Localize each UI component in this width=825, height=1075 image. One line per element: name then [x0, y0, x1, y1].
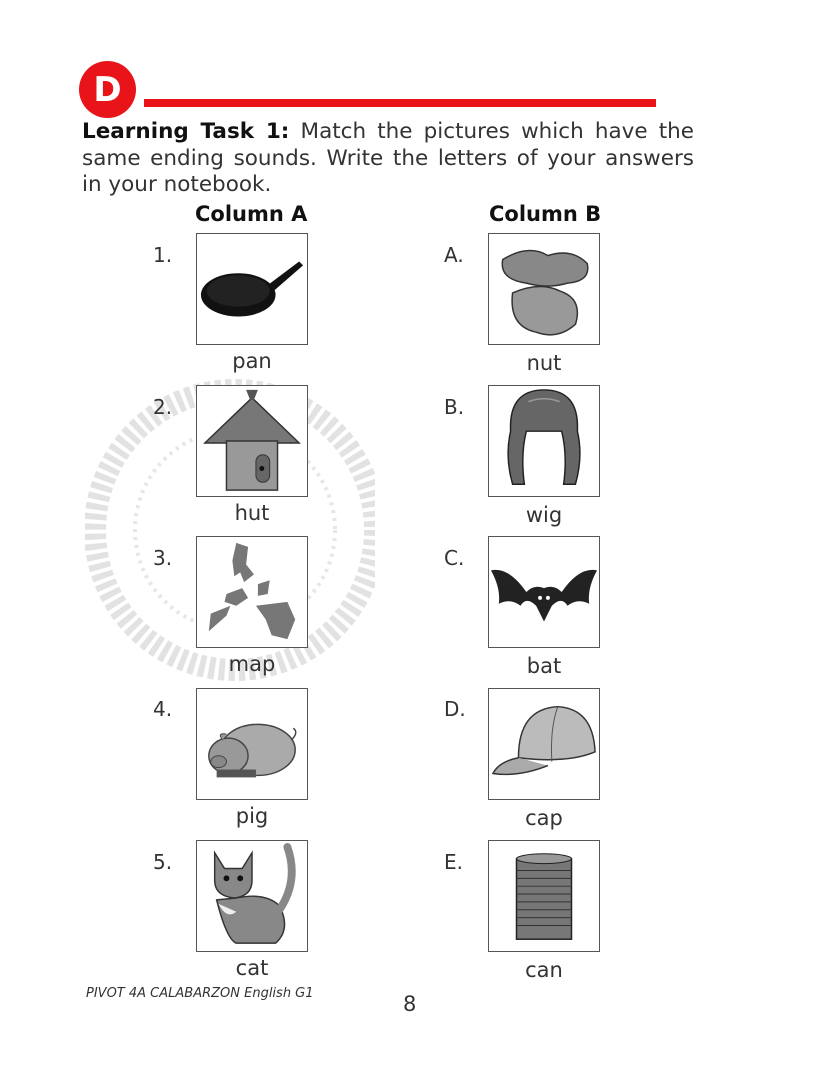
philippines-map-icon: [197, 537, 307, 647]
item-letter: D.: [444, 697, 466, 721]
task-label: Learning Task 1:: [82, 119, 290, 144]
section-badge: D: [79, 61, 136, 118]
item-word: map: [228, 652, 276, 676]
item-word: wig: [525, 503, 563, 527]
picture-box: [196, 688, 308, 800]
item-number: 5.: [153, 850, 173, 874]
item-letter: E.: [444, 850, 463, 874]
peanut-icon: [489, 234, 599, 344]
item-word: bat: [526, 654, 562, 678]
task-text: Match the pictures which have the same ending sounds. Write the letters of your answers in your notebook.: [82, 119, 694, 197]
can-icon: [489, 841, 599, 951]
item-number: 4.: [153, 697, 173, 721]
item-letter: C.: [444, 546, 465, 570]
item-word: hut: [234, 501, 270, 525]
frying-pan-icon: [197, 234, 307, 344]
item-number: 1.: [153, 243, 173, 267]
picture-box: [488, 688, 600, 800]
page-number: 8: [403, 992, 417, 1016]
pig-icon: [197, 689, 307, 799]
bat-icon: [489, 537, 599, 647]
column-a-title: Column A: [195, 202, 308, 226]
task-instructions: [82, 119, 694, 199]
picture-box: [488, 840, 600, 952]
picture-box: [196, 385, 308, 497]
picture-box: [488, 536, 600, 648]
picture-box: [488, 385, 600, 497]
column-b-title: Column B: [489, 202, 602, 226]
item-word: cat: [235, 956, 269, 980]
item-word: pan: [232, 349, 272, 373]
picture-box: [488, 233, 600, 345]
wig-icon: [489, 386, 599, 496]
cap-icon: [489, 689, 599, 799]
hut-icon: [197, 386, 307, 496]
section-rule: [144, 99, 656, 107]
item-number: 3.: [153, 546, 173, 570]
item-word: can: [525, 958, 563, 982]
footer-source: PIVOT 4A CALABARZON English G1: [86, 986, 314, 1001]
item-word: pig: [235, 804, 269, 828]
cat-icon: [197, 841, 307, 951]
item-word: nut: [526, 351, 562, 375]
picture-box: [196, 840, 308, 952]
item-word: cap: [525, 806, 563, 830]
picture-box: [196, 536, 308, 648]
item-number: 2.: [153, 395, 173, 419]
picture-box: [196, 233, 308, 345]
item-letter: A.: [444, 243, 464, 267]
item-letter: B.: [444, 395, 465, 419]
